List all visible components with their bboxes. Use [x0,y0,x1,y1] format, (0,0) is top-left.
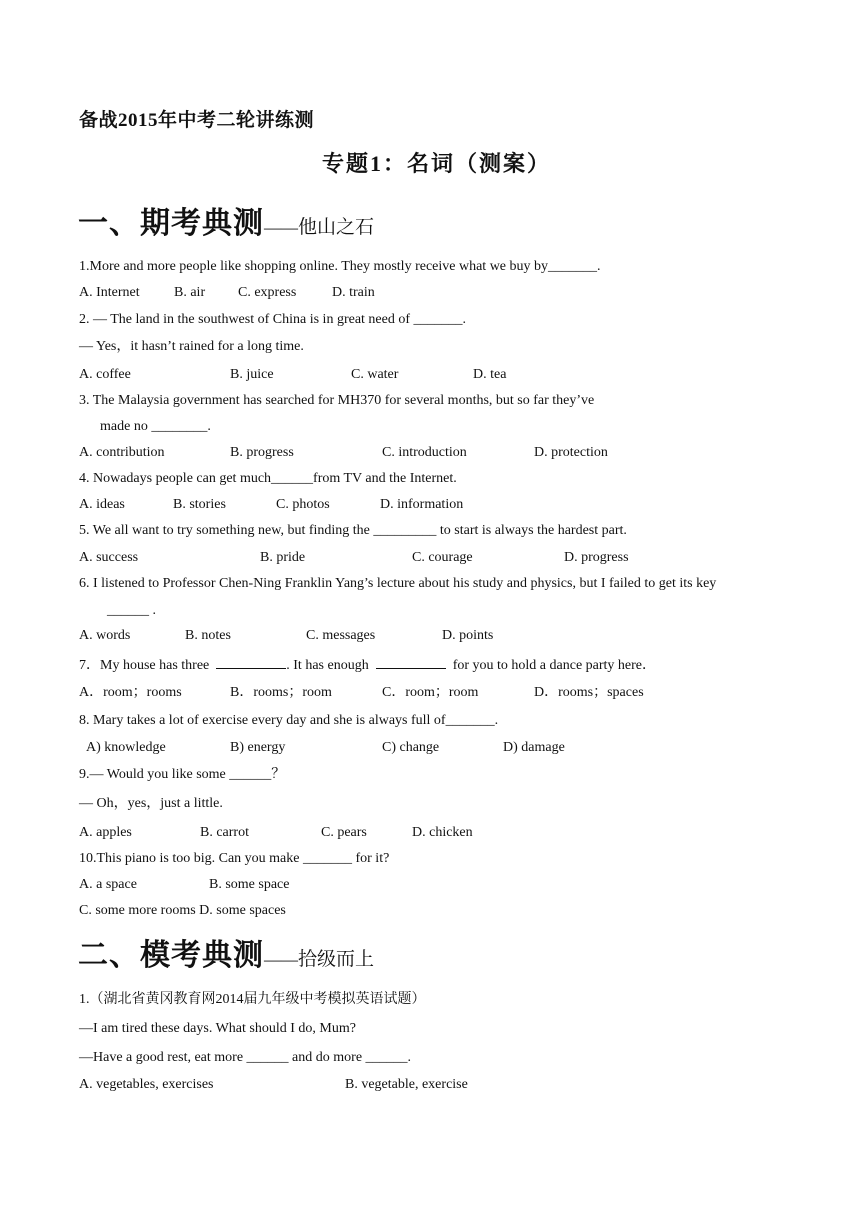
question-6-option-b: B. notes [185,628,231,643]
question-3-stem: 3. The Malaysia government has searched for MH370 for several months, but so far they’ve [79,393,595,408]
question-3-stem-continued: made no ________. [100,419,211,434]
question-7-option-d: D．rooms；spaces [534,685,644,700]
question-9-stem: 9.— Would you like some ______？ [79,767,286,782]
mock-question-1-line-1: —I am tired these days. What should I do, Mum? [79,1021,356,1036]
question-7-option-c: C．room；room [382,685,479,700]
question-9-option-b: B. carrot [200,825,249,840]
section-heading-1-tag: 他山之石 [298,216,375,238]
question-5-option-b: B. pride [260,550,306,565]
mock-question-1-option-a: A. vegetables, exercises [79,1077,214,1092]
question-8-option-d: D) damage [503,740,565,755]
question-4-stem: 4. Nowadays people can get much______from TV and the Internet. [79,471,457,486]
question-7-option-a: A．room；rooms [79,685,182,700]
question-5-option-c: C. courage [412,550,473,565]
document-title: 备战2015年中考二轮讲练测 [79,110,315,131]
question-4-option-b: B. stories [173,497,226,512]
question-1-option-c: C. express [238,285,297,300]
question-5-option-d: D. progress [564,550,629,565]
question-3-option-b: B. progress [230,445,294,460]
section-heading-2-tag: 拾级而上 [298,948,375,970]
question-6-option-a: A. words [79,628,131,643]
section-heading-2 [78,930,374,974]
question-7-blank-1 [216,655,286,669]
topic-subtitle: 专题1：名词（测案） [322,151,552,176]
mock-question-1-source: 1.（湖北省黄冈教育网2014届九年级中考模拟英语试题） [79,992,426,1007]
mock-question-1-option-b: B. vegetable, exercise [345,1077,468,1092]
question-4-option-c: C. photos [276,497,330,512]
question-7-stem [79,655,656,675]
question-3-option-c: C. introduction [382,445,467,460]
question-8-stem: 8. Mary takes a lot of exercise every day and she is always full of_______. [79,713,499,728]
question-4-option-a: A. ideas [79,497,125,512]
question-2-option-a: A. coffee [79,367,131,382]
question-8-option-b: B) energy [230,740,286,755]
section-heading-2-text: 二、模考典测 [78,939,264,972]
question-6-option-c: C. messages [306,628,376,643]
section-heading-1-dash: —— [264,218,298,237]
question-10-stem: 10.This piano is too big. Can you make _______ for it? [79,851,390,866]
section-heading-1 [78,198,374,242]
question-7-option-b: B．rooms；room [230,685,332,700]
question-2-reply: — Yes，it hasn’t rained for a long time. [79,339,304,354]
question-7-stem-part-3: for you to hold a dance party here． [452,658,657,673]
question-5-option-a: A. success [79,550,139,565]
question-2-option-b: B. juice [230,367,274,382]
question-7-stem-part-2: . It has enough [286,658,369,673]
section-heading-1-text: 一、期考典测 [78,207,264,240]
question-2-stem: 2. — The land in the southwest of China is in great need of _______. [79,312,467,327]
question-7-stem-part-1: 7．My house has three [79,658,210,673]
question-8-option-a: A) knowledge [86,740,166,755]
question-2-option-c: C. water [351,367,399,382]
question-2-option-d: D. tea [473,367,507,382]
question-1-option-b: B. air [174,285,206,300]
section-heading-2-dash: —— [264,950,298,969]
question-7-blank-2 [376,655,446,669]
question-3-option-a: A. contribution [79,445,165,460]
question-9-option-d: D. chicken [412,825,473,840]
question-10-options-cd: C. some more rooms D. some spaces [79,903,286,918]
question-1-option-d: D. train [332,285,375,300]
mock-question-1-line-2: —Have a good rest, eat more ______ and do more ______. [79,1050,412,1065]
question-3-option-d: D. protection [534,445,608,460]
question-6-stem: 6. I listened to Professor Chen-Ning Franklin Yang’s lecture about his study and physics, but I failed to get its key [79,576,717,591]
question-9-option-a: A. apples [79,825,132,840]
question-5-stem: 5. We all want to try something new, but finding the _________ to start is always the hardest part. [79,523,627,538]
question-1-stem: 1.More and more people like shopping online. They mostly receive what we buy by_______. [79,259,601,274]
question-4-option-d: D. information [380,497,464,512]
question-10-option-b: B. some space [209,877,290,892]
question-9-reply: — Oh，yes，just a little. [79,796,223,811]
question-6-option-d: D. points [442,628,494,643]
question-1-option-a: A. Internet [79,285,140,300]
question-9-option-c: C. pears [321,825,367,840]
question-8-option-c: C) change [382,740,440,755]
question-10-option-a: A. a space [79,877,137,892]
question-6-stem-continued: ______ . [107,603,156,618]
